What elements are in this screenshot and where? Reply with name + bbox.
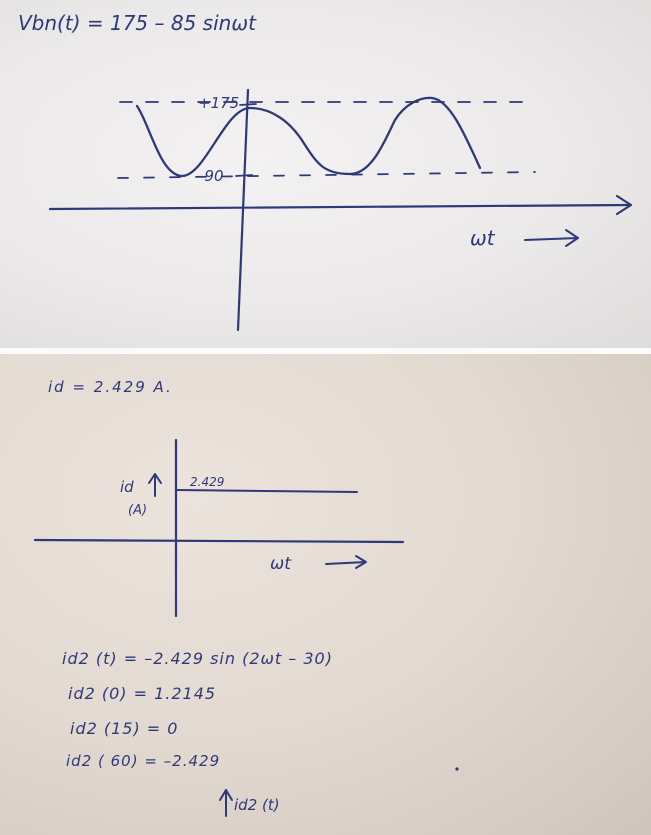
wt-arrow-2 <box>326 556 366 568</box>
wt-label-2: ωt <box>270 554 291 574</box>
id2-up-arrow <box>220 790 232 816</box>
id-graph-sketch <box>0 354 651 835</box>
id2-footer-label: id2 (t) <box>234 796 280 814</box>
id-axis-label: id <box>120 478 134 496</box>
vbn-waveform <box>137 98 480 176</box>
id2-at-15: id2 (15) = 0 <box>70 719 179 738</box>
max-label: +175 <box>198 94 240 112</box>
max-tick <box>240 104 256 105</box>
id-equation: id = 2.429 A. <box>48 378 173 396</box>
id-level-label: 2.429 <box>190 475 225 489</box>
wt-label: ωt <box>470 226 495 250</box>
notebook-page-1 <box>0 0 651 348</box>
vbn-graph-sketch <box>0 0 651 348</box>
x-axis-2 <box>35 540 403 542</box>
id2-at-0: id2 (0) = 1.2145 <box>68 684 217 703</box>
id2-equation: id2 (t) = –2.429 sin (2ωt – 30) <box>62 649 333 668</box>
ink-dot <box>455 767 458 770</box>
x-axis <box>50 205 630 209</box>
id2-at-60: id2 ( 60) = –2.429 <box>66 752 221 770</box>
vbn-equation: Vbn(t) = 175 – 85 sinωt <box>18 11 256 35</box>
y-axis <box>238 90 248 330</box>
id-level-line <box>176 490 357 492</box>
id-up-arrow <box>149 474 161 496</box>
wt-arrow <box>525 230 578 246</box>
min-tick <box>236 175 252 176</box>
min-label: –90 <box>197 167 224 185</box>
id-unit-label: (A) <box>128 503 148 518</box>
notebook-page-2 <box>0 354 651 835</box>
